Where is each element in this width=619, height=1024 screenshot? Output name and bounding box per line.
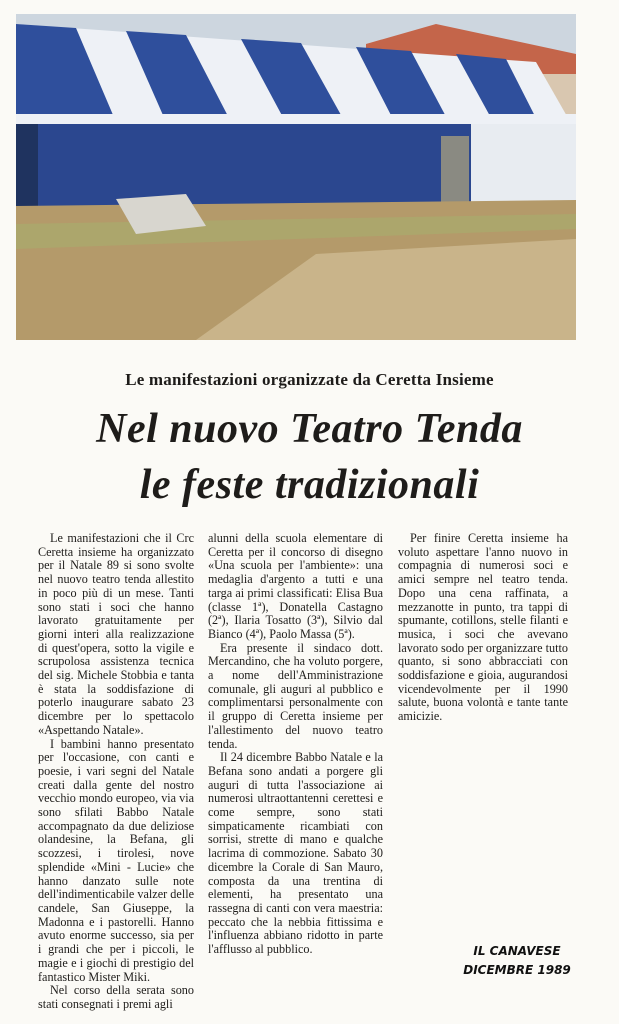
- paragraph: Per finire Ceretta insieme ha voluto aspettare l'anno nuovo in compagnia di numerosi soci e amici sempre nel teatro tenda. Dopo una cena raffinata, a mezzanotte in punto, tra tappi di spumante, cotillons, stelle filanti e musica, i soci che avevano lavorato sodo per organizzare tutto quanto, si sono abbracciati con soddisfazione e gioia, augurandosi vicendevolmente per il 1990 salute, buona volontà e tante tante amicizie.: [398, 531, 568, 724]
- paragraph: Le manifestazioni che il Crc Ceretta insieme ha organizzato per il Natale 89 si sono svolte nel nuovo teatro tenda allestito in poco più di un mese. Tanti sono stati i soci che hanno lavorato gratuitamente per giorni interi alla realizzazione di quest'opera, sotto la vigile e scrupolosa assistenza tecnica del sig. Michele Stobbia e tanta è stata la soddisfazione di poterlo inaugurare sabato 23 dicembre per lo spettacolo «Aspettando Natale».: [38, 531, 194, 737]
- source-credit: [462, 942, 572, 980]
- tent-photo: [16, 14, 576, 340]
- article-column-2: [208, 532, 383, 957]
- tent-photo-graphic: [16, 14, 576, 340]
- publication-date: DICEMBRE 1989: [463, 963, 571, 977]
- paragraph: I bambini hanno presentato per l'occasione, con canti e poesie, i vari segni del Natale creati dalla gente del nostro vecchio mondo europeo, via via sono sfilati Babbo Natale accompagnato da due deliziose olandesine, la Befana, gli scozzesi, i tirolesi, nove splendide «Mini - Lucie» che hanno danzato sulle note dell'indimenticabile valzer delle candele, San Giuseppe, la Madonna e i pastorelli. Hanno avuto enorme successo, sia per i grandi che per i piccoli, le magie e i giochi di prestigio del fantastico Mister Miki.: [38, 736, 195, 984]
- article-column-3: [398, 532, 568, 724]
- headline-line-1: Nel nuovo Teatro Tenda: [96, 406, 523, 452]
- paragraph: Era presente il sindaco dott. Mercandino, che ha voluto porgere, a nome dell'Amministrazione comunale, gli auguri al pubblico e complimentarsi personalmente con il gruppo di Ceretta insieme per l'allestimento del nuovo teatro tenda.: [208, 640, 383, 751]
- tent-entrance: [441, 136, 469, 206]
- paragraph: alunni della scuola elementare di Ceretta per il concorso di disegno «Una scuola per l'ambiente»: una medaglia d'argento a tutti e una targa ai primi classificati: Elisa Bua (classe 1ª), Donatella Castagno (2ª), Ilaria Tosatto (3ª), Silvio dal Bianco (4ª), Paolo Massa (5ª).: [208, 531, 383, 641]
- tent-wall-side: [471, 124, 576, 206]
- paragraph: Nel corso della serata sono stati consegnati i premi agli: [38, 983, 194, 1011]
- article-column-1: [38, 532, 194, 1012]
- tent-edge: [16, 124, 38, 206]
- headline-line-2: le feste tradizionali: [139, 462, 480, 508]
- article-kicker: Le manifestazioni organizzate da Ceretta Insieme: [125, 370, 494, 389]
- publication-name: IL CANAVESE: [473, 944, 561, 958]
- tent-wall: [16, 124, 471, 206]
- paragraph: Il 24 dicembre Babbo Natale e la Befana sono andati a porgere gli auguri di tutta l'associazione ai numerosi ultraottantenni cerettesi e come sempre, sono stati simpaticamente ricambiati con sorrisi, strette di mano e qualche lacrima di commozione. Sabato 30 dicembre la Corale di San Mauro, composta da una trentina di elementi, ha presentato una rassegna di canti con vera maestria: peccato che la nebbia fittissima e l'influenza abbiano ridotto in parte l'afflusso al pubblico.: [208, 750, 383, 957]
